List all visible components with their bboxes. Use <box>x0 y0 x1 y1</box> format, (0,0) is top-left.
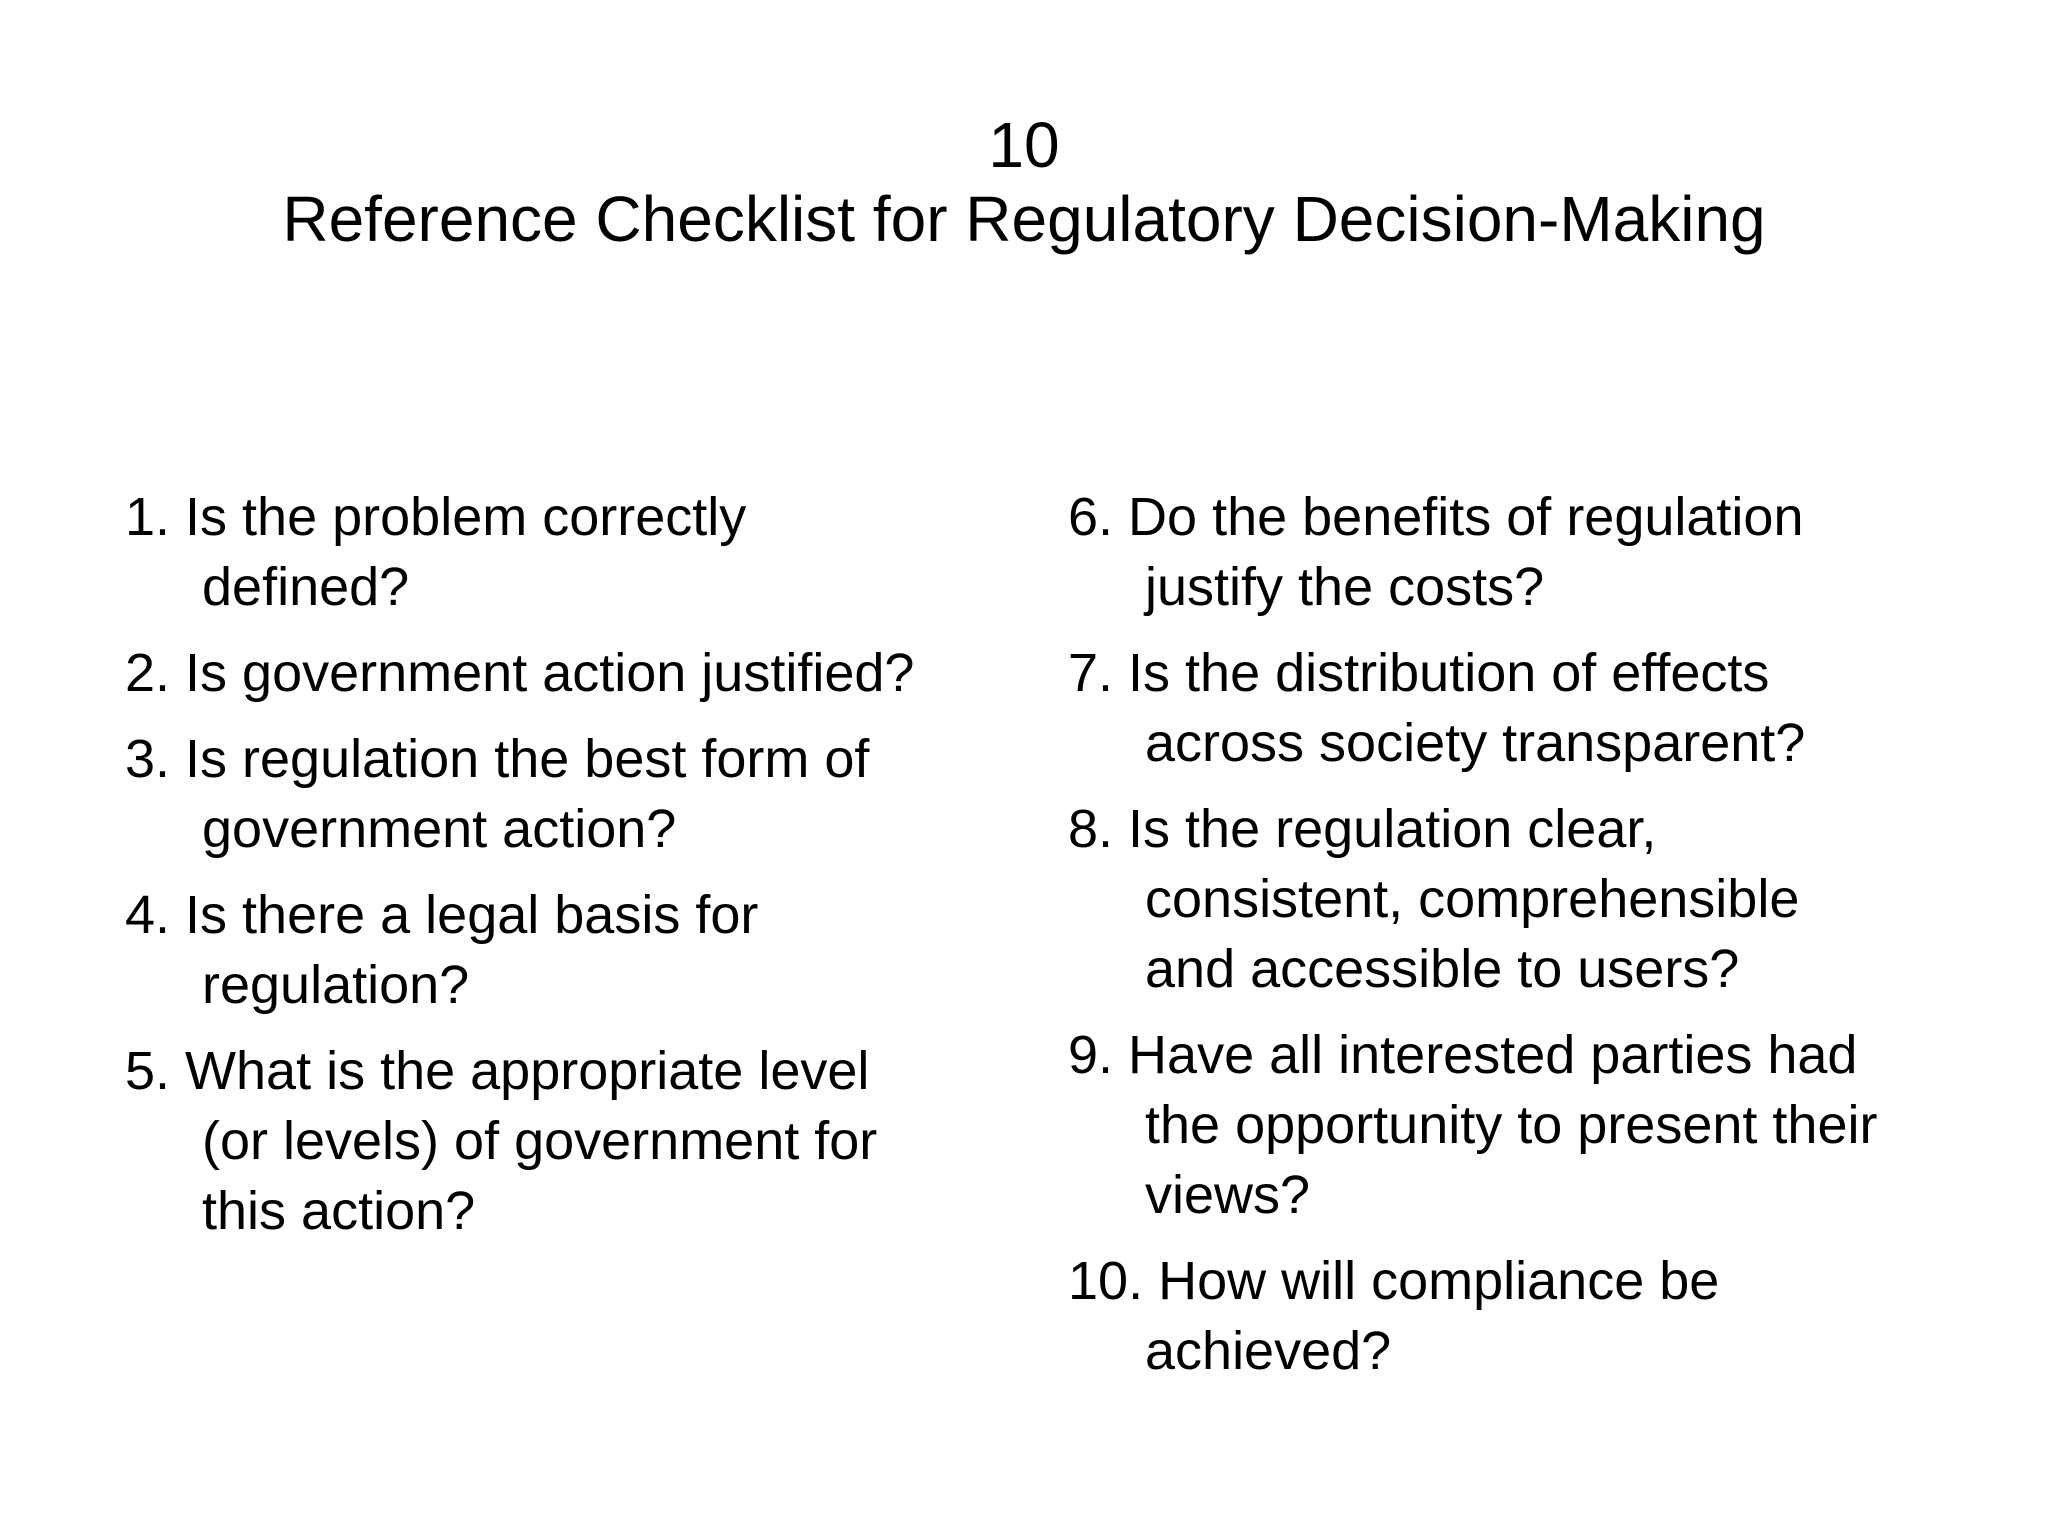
checklist-item-line: consistent, comprehensible <box>1145 869 1800 929</box>
checklist-item-10 <box>1068 1246 2008 1386</box>
checklist-item-line: 1. Is the problem correctly <box>125 487 747 547</box>
checklist-item-line: views? <box>1145 1165 1311 1225</box>
checklist-item-line: 3. Is regulation the best form of <box>125 729 870 789</box>
slide-title: Reference Checklist for Regulatory Decision-Making <box>282 183 1766 255</box>
checklist-item-line: 10. How will compliance be <box>1068 1251 1720 1311</box>
slide-number: 10 <box>988 109 1060 181</box>
checklist-item-line: across society transparent? <box>1145 713 1806 773</box>
checklist-item-line: 7. Is the distribution of effects <box>1068 643 1770 703</box>
checklist-item-line: 4. Is there a legal basis for <box>125 885 759 945</box>
checklist-item-2 <box>125 638 1005 708</box>
checklist-item-1 <box>125 482 1005 622</box>
slide-header <box>0 108 2048 256</box>
checklist-item-line: 5. What is the appropriate level <box>125 1041 870 1101</box>
checklist-item-line: 9. Have all interested parties had <box>1068 1025 1858 1085</box>
checklist-item-line: and accessible to users? <box>1145 939 1740 999</box>
checklist-item-8 <box>1068 794 2008 1004</box>
checklist-item-line: defined? <box>202 557 410 617</box>
checklist-item-line: 8. Is the regulation clear, <box>1068 799 1657 859</box>
checklist-item-line: 2. Is government action justified? <box>125 643 915 703</box>
checklist-item-line: justify the costs? <box>1145 557 1545 617</box>
checklist-item-5 <box>125 1036 1005 1246</box>
checklist-item-line: (or levels) of government for <box>202 1111 878 1171</box>
checklist-item-line: the opportunity to present their <box>1145 1095 1878 1155</box>
checklist-item-6 <box>1068 482 2008 622</box>
checklist-left-column <box>125 482 1005 1262</box>
checklist-item-line: this action? <box>202 1181 476 1241</box>
checklist-item-3 <box>125 724 1005 864</box>
checklist-item-7 <box>1068 638 2008 778</box>
checklist-right-column <box>1068 482 2008 1402</box>
checklist-item-line: regulation? <box>202 955 470 1015</box>
checklist-item-line: 6. Do the benefits of regulation <box>1068 487 1804 547</box>
checklist-item-line: government action? <box>202 799 677 859</box>
checklist-item-9 <box>1068 1020 2008 1230</box>
checklist-item-line: achieved? <box>1145 1321 1392 1381</box>
checklist-item-4 <box>125 880 1005 1020</box>
